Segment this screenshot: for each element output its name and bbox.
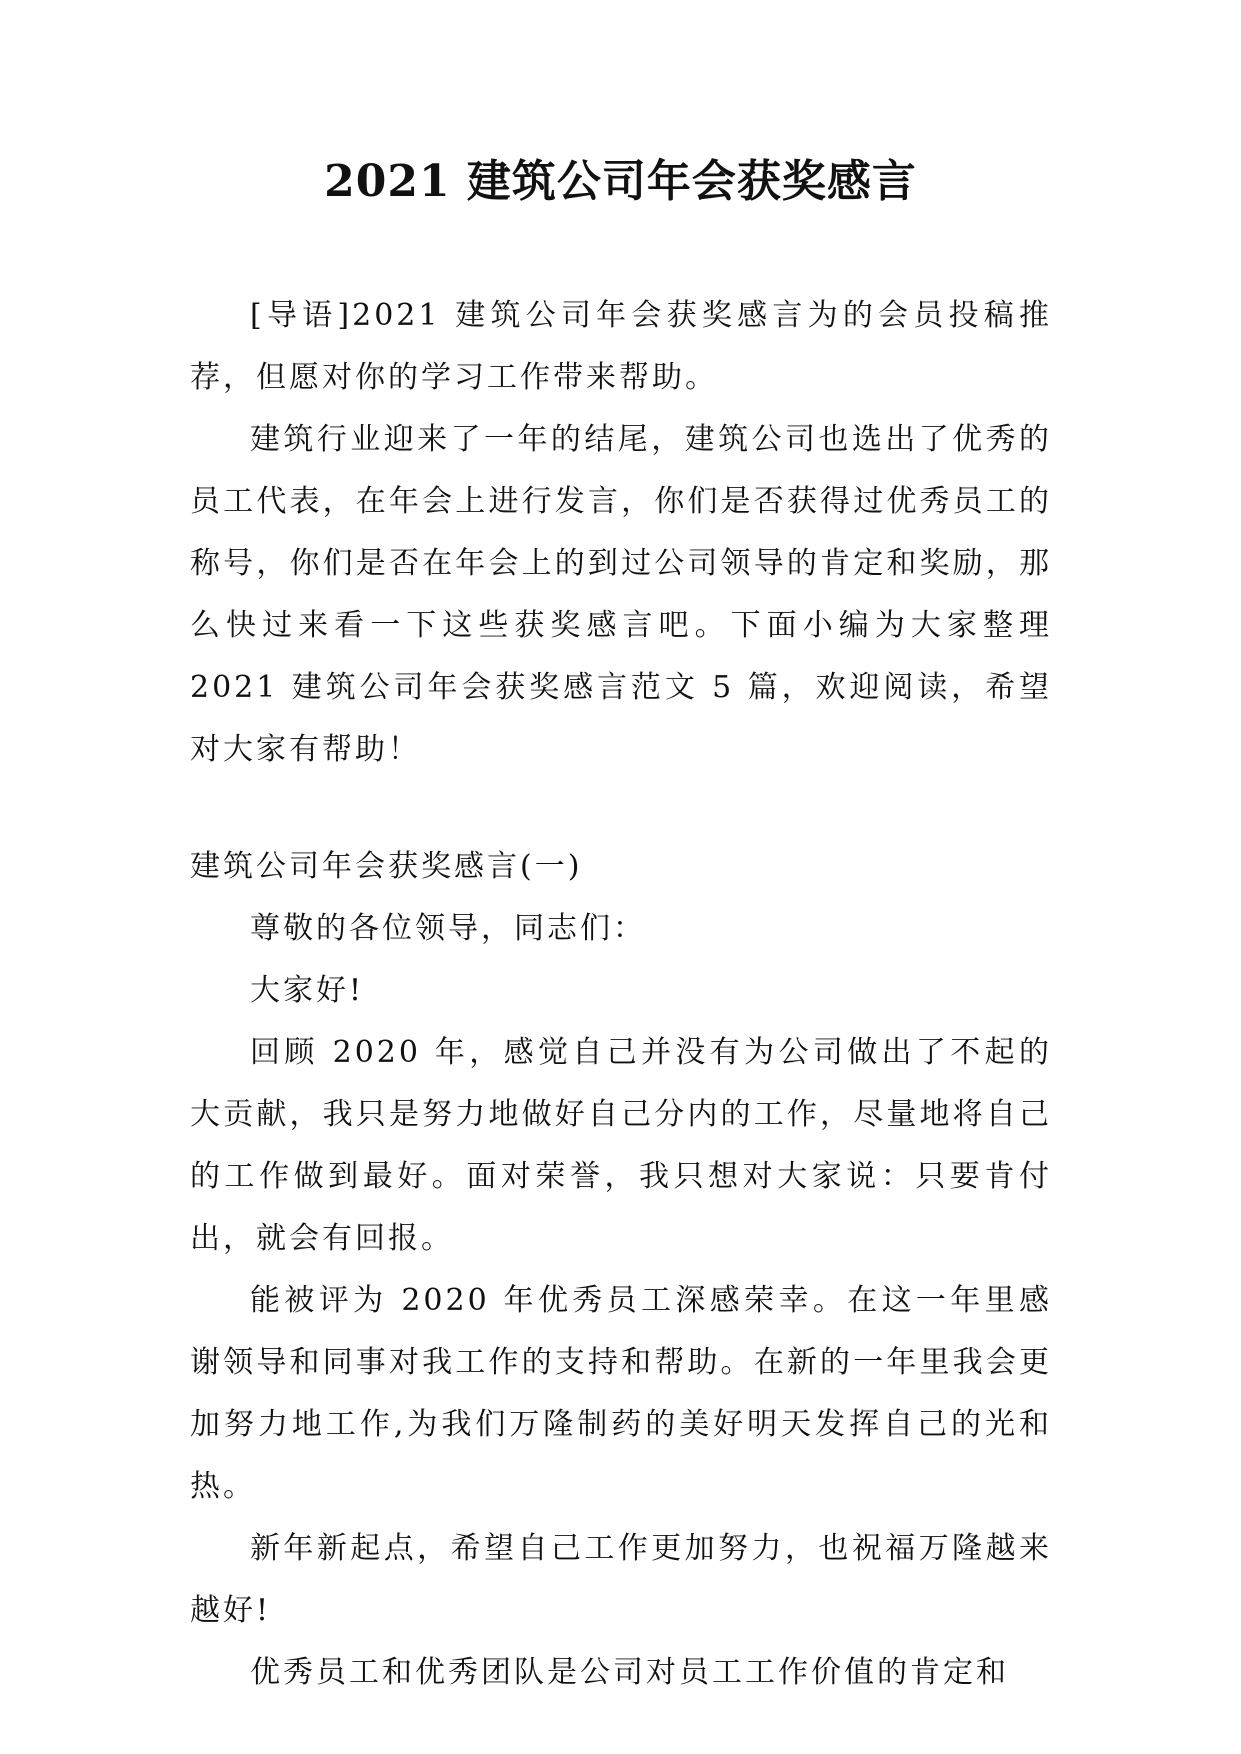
greeting-paragraph: 大家好! <box>250 973 365 1008</box>
review-paragraph: 回顾 2020 年，感觉自己并没有为公司做出了不起的大贡献，我只是努力地做好自己分内的工作，尽量地将自己的工作做到最好。面对荣誉，我只想对大家说：只要肯付出，就会有回报。 <box>190 1035 1052 1256</box>
salutation-paragraph: 尊敬的各位领导，同志们： <box>250 911 646 946</box>
section-heading: 建筑公司年会获奖感言(一) <box>190 849 583 884</box>
honor-paragraph: 能被评为 2020 年优秀员工深感荣幸。在这一年里感谢领导和同事对我工作的支持和帮助。在新的一年里我会更加努力地工作,为我们万隆制药的美好明天发挥自己的光和热。 <box>190 1283 1052 1504</box>
new-year-paragraph: 新年新起点，希望自己工作更加努力，也祝福万隆越来越好! <box>190 1531 1052 1628</box>
closing-paragraph: 优秀员工和优秀团队是公司对员工工作价值的肯定和 <box>250 1655 1009 1690</box>
intro-paragraph: [导语]2021 建筑公司年会获奖感言为的会员投稿推荐，但愿对你的学习工作带来帮助。 <box>190 298 1052 395</box>
overview-paragraph: 建筑行业迎来了一年的结尾，建筑公司也选出了优秀的员工代表，在年会上进行发言，你们是否获得过优秀员工的称号，你们是否在年会上的到过公司领导的肯定和奖励，那么快过来看一下这些获奖感言吧。下面小编为大家整理 2021 建筑公司年会获奖感言范文 5 篇，欢迎阅读，希望对大家有帮助！ <box>190 422 1052 767</box>
document-title: 2021 建筑公司年会获奖感言 <box>324 156 917 207</box>
document-body <box>190 285 1052 1704</box>
